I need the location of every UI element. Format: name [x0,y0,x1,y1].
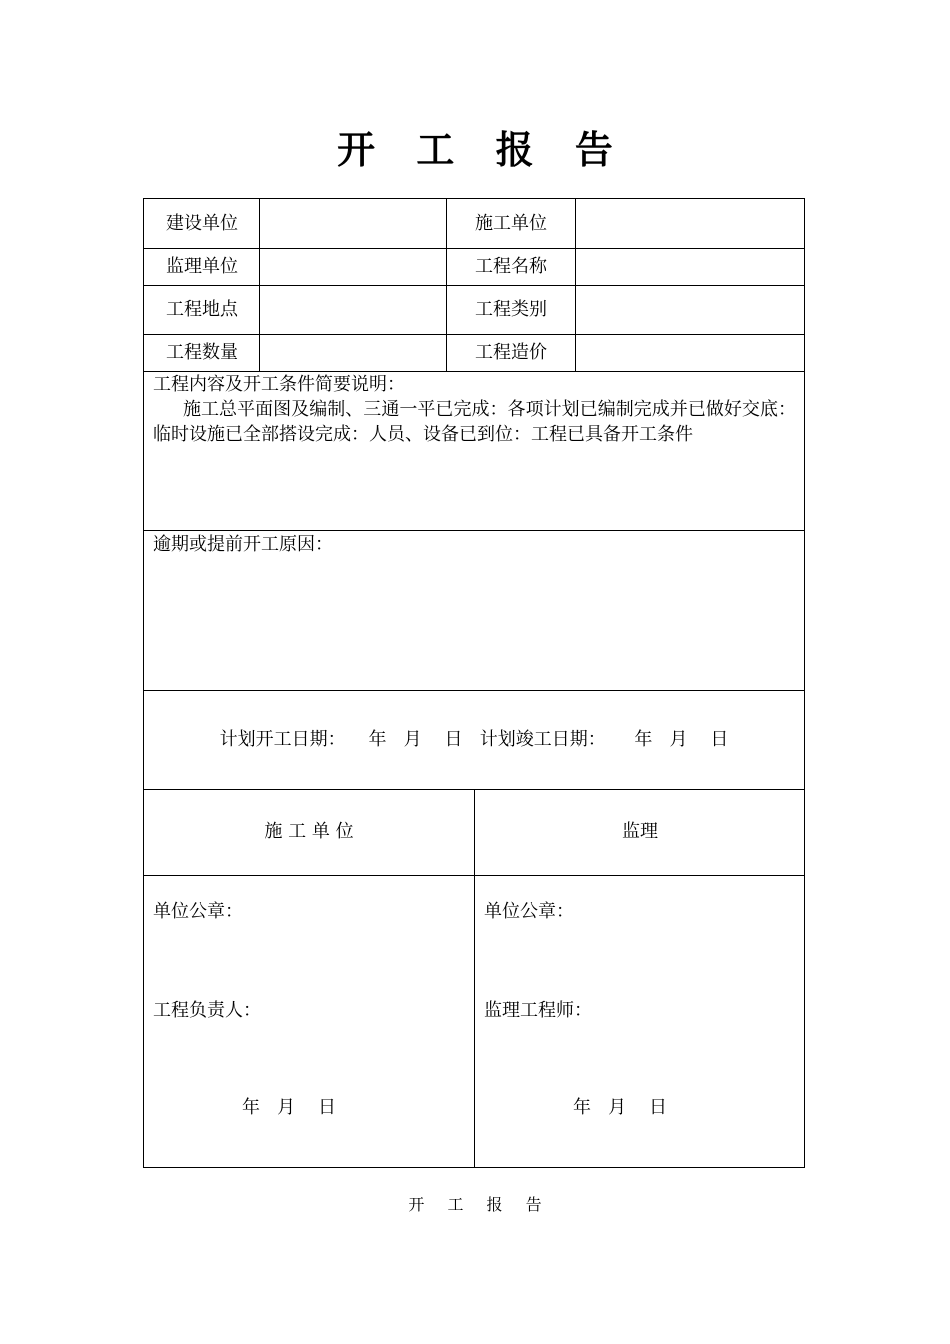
row-divider [144,690,804,691]
reason-label: 逾期或提前开工原因： [153,534,333,555]
start-report-form [143,198,805,1168]
supervisor-engineer-label: 监理工程师： [484,1000,592,1021]
description-label: 工程内容及开工条件简要说明： [153,374,405,395]
page-footer: 开 工 报 告 [408,1195,551,1214]
contractor-date: 年 月 日 [241,1097,337,1118]
reason-section [144,531,804,690]
description-section [144,372,804,530]
description-text: 施工总平面图及编制、三通一平已完成：各项计划已编制完成并已做好交底：临时设施已全部搭设完成：人员、设备已到位：工程已具备开工条件 [153,399,796,445]
project-cost-label: 工程造价 [475,342,547,363]
supervision-unit-label: 监理单位 [166,256,238,277]
row-divider [144,248,804,249]
document-title: 开 工 报 告 [337,127,627,172]
construction-unit-label: 建设单位 [166,213,238,234]
row-divider [144,334,804,335]
project-location-label: 工程地点 [166,299,238,320]
contractor-seal-label: 单位公章： [153,901,243,922]
supervisor-header: 监理 [622,821,658,842]
project-name-label: 工程名称 [475,256,547,277]
row-divider [144,285,804,286]
project-category-label: 工程类别 [475,299,547,320]
contractor-header: 施 工 单 位 [264,821,354,842]
contractor-person-label: 工程负责人： [153,1000,261,1021]
planned-dates-line: 计划开工日期： 年 月 日 计划竣工日期： 年 月 日 [219,729,729,750]
contractor-unit-label: 施工单位 [475,213,547,234]
column-divider [474,789,475,1167]
project-quantity-label: 工程数量 [166,342,238,363]
column-divider [575,199,576,372]
supervisor-seal-label: 单位公章： [484,901,574,922]
supervisor-date: 年 月 日 [572,1097,668,1118]
